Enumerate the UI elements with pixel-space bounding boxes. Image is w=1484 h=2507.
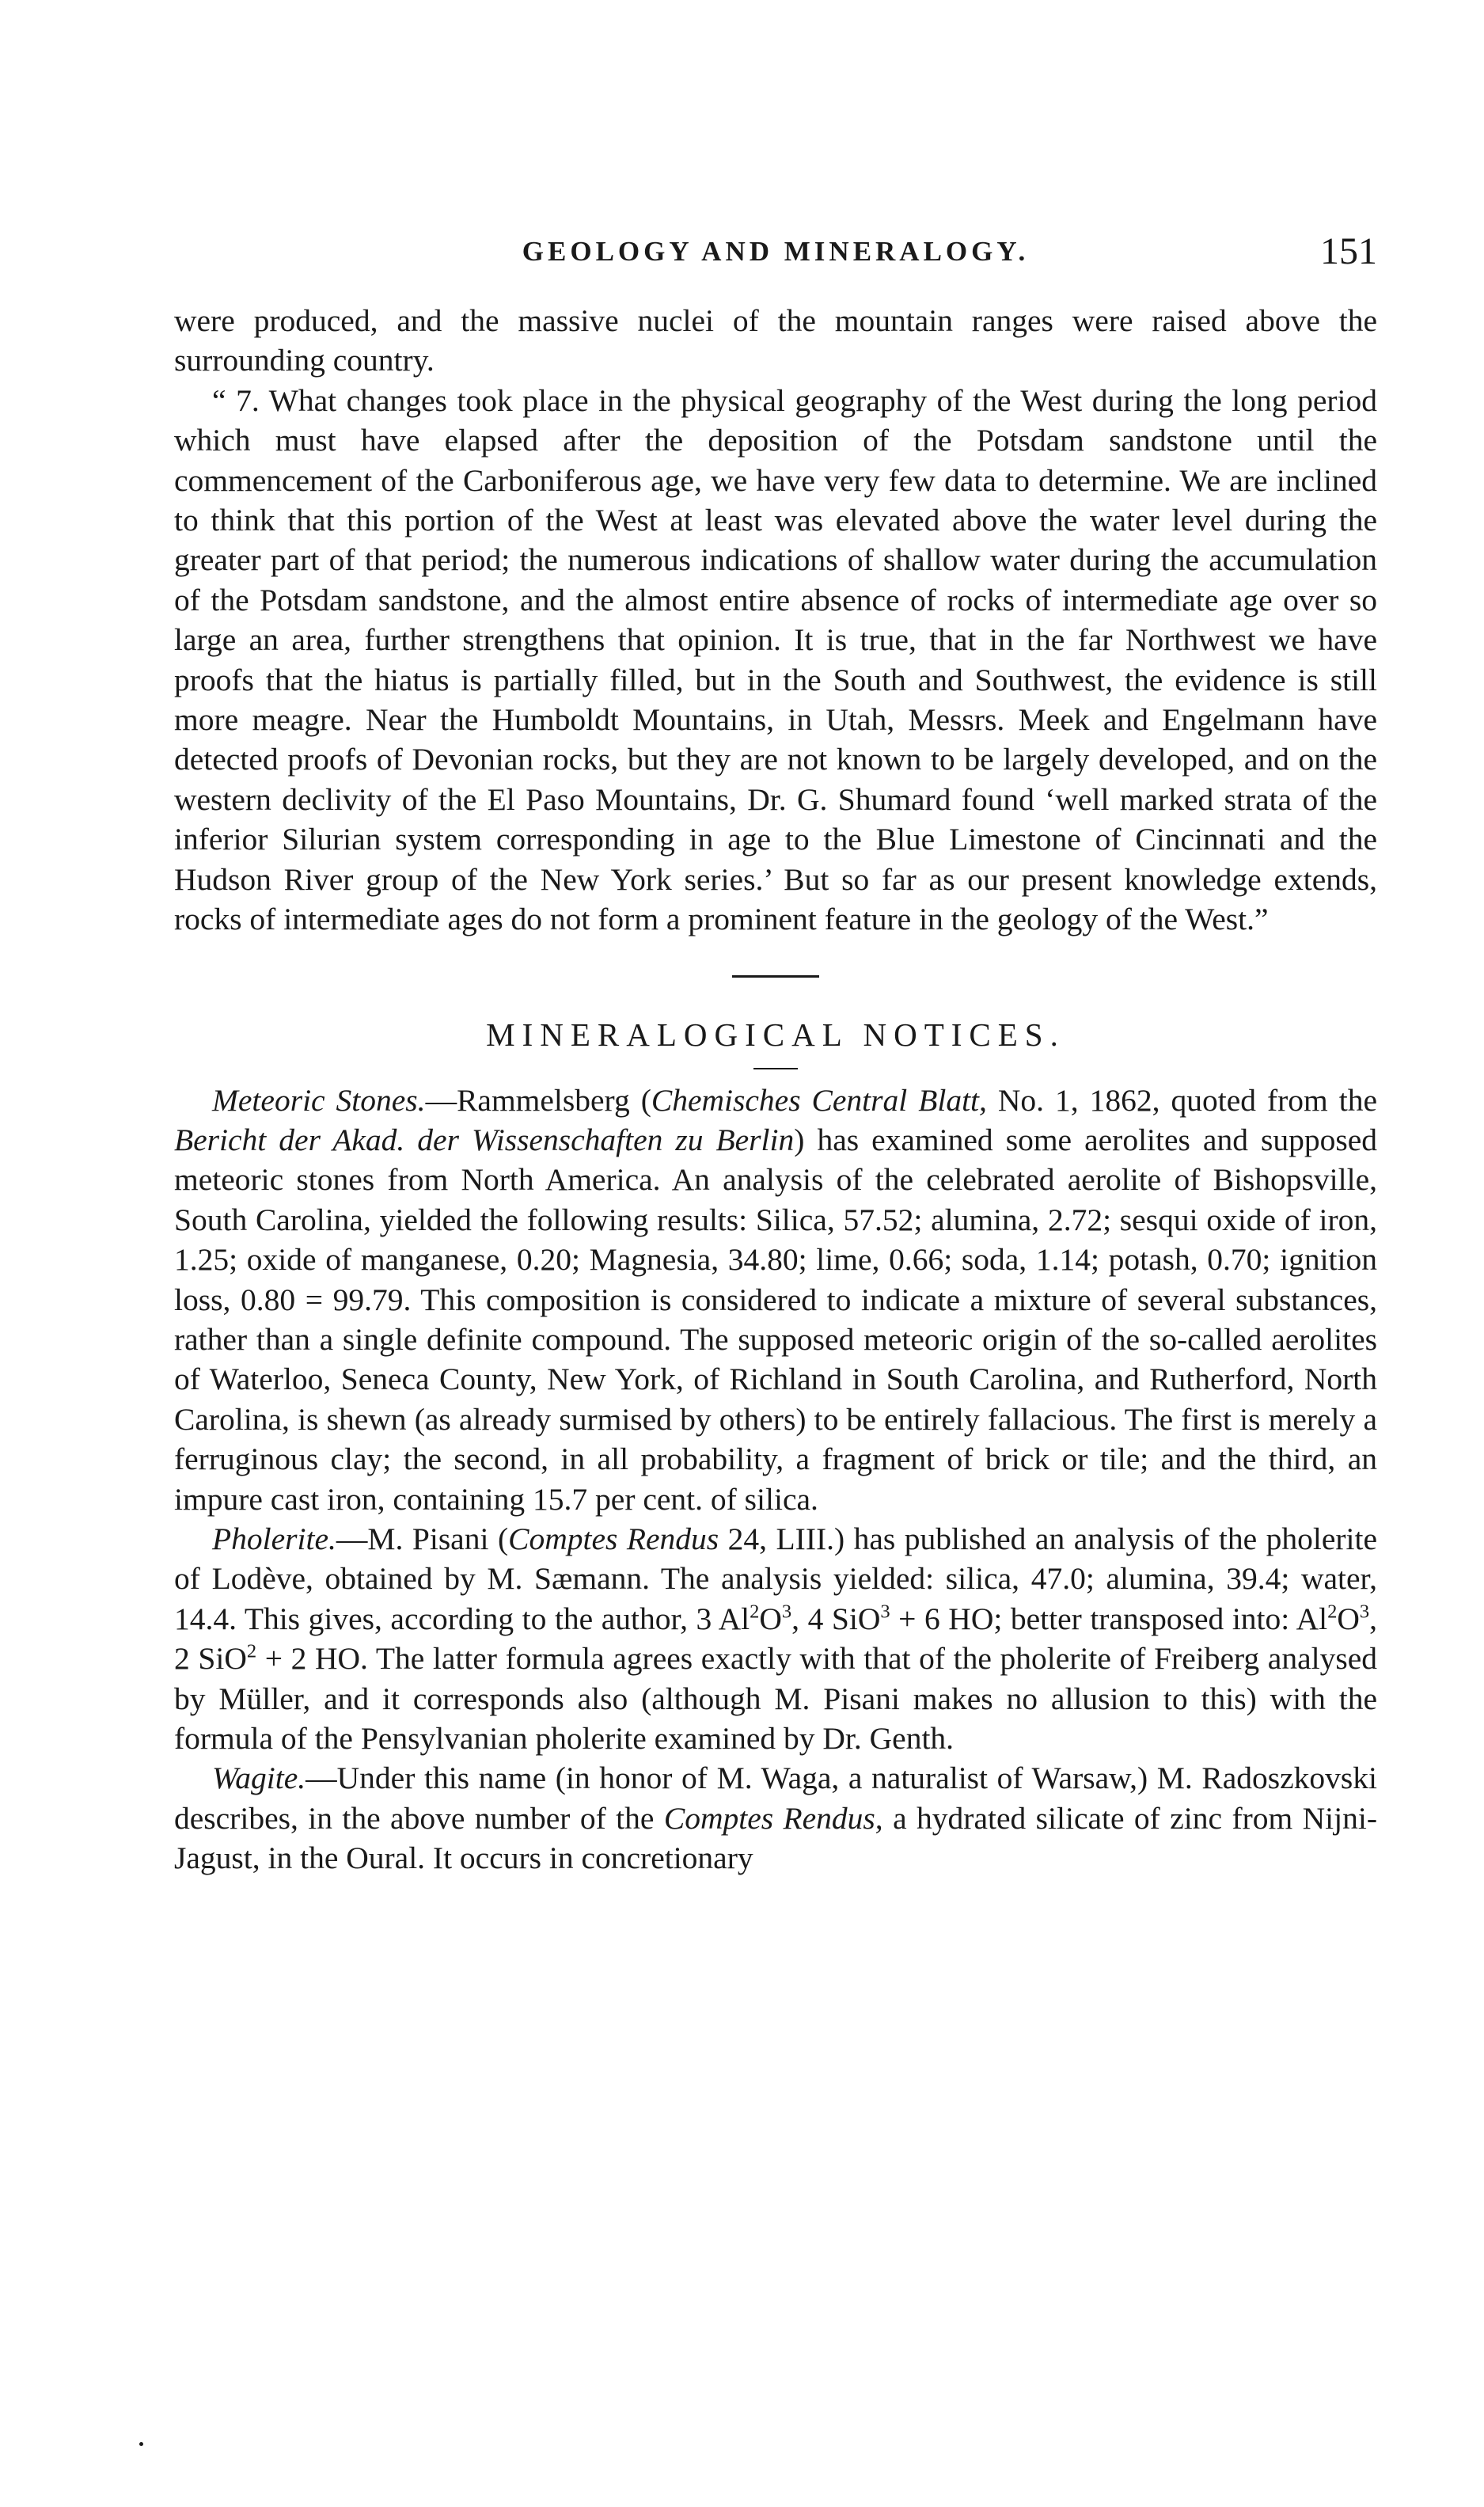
meteoric-source-1: Chemisches Central Blatt, bbox=[651, 1082, 987, 1118]
pholerite-text-4: , 4 SiO bbox=[791, 1601, 881, 1636]
pholerite-text-1: —M. Pisani ( bbox=[336, 1521, 509, 1556]
pholerite-text-5: + 6 HO; better transposed into: Al bbox=[890, 1601, 1328, 1636]
section-heading: MINERALOGICAL NOTICES. bbox=[486, 1016, 1065, 1053]
formula-superscript: 2 bbox=[246, 1640, 257, 1662]
ink-speck bbox=[139, 2442, 143, 2446]
pholerite-title: Pholerite. bbox=[212, 1521, 336, 1556]
formula-superscript: 2 bbox=[750, 1601, 760, 1623]
page-number: 151 bbox=[1320, 230, 1377, 272]
formula-superscript: 3 bbox=[880, 1601, 890, 1623]
wagite-paragraph bbox=[174, 1758, 1377, 1878]
meteoric-text-3: ) has examined some aerolites and supposed meteoric stones from North America. An analysis of the celebrated aerolite of Bishopsville, South Carolina, yielded the following results: Silica, 57.52; alumina, 2.72; sesqui oxide of iron, 1.25; oxide of manganese, 0.20; Magnesia, 34.80; lime, 0.66; soda, 1.14; potash, 0.70; ignition loss, 0.80 = 99.79. This composition is considered to indicate a mixture of several substances, rather than a single definite compound. The supposed meteoric origin of the so-called aerolites of Waterloo, Seneca County, New York, of Richland in South Carolina, and Rutherford, North Carolina, is shewn (as already surmised by others) to be entirely fallacious. The first is merely a ferruginous clay; the second, in all probability, a fragment of brick or tile; and the third, an impure cast iron, containing 15.7 per cent. of silica. bbox=[174, 1122, 1377, 1517]
geology-paragraph-7: “ 7. What changes took place in the physical geography of the West during the long period which must have elapsed after the deposition of the Potsdam sandstone until the commencement of the Carboniferous age, we have very few data to determine. We are inclined to think that this portion of the West at least was elevated above the water level during the greater part of that period; the numerous indications of shallow water during the accumulation of the Potsdam sandstone, and the almost entire absence of rocks of intermediate age over so large an area, further strengthens that opinion. It is true, that in the far Northwest we have proofs that the hiatus is partially filled, but in the South and Southwest, the evidence is still more meagre. Near the Humboldt Mountains, in Utah, Messrs. Meek and Engelmann have detected proofs of Devonian rocks, but they are not known to be largely developed, and on the western declivity of the El Paso Mountains, Dr. G. Shumard found ‘well marked strata of the inferior Silurian system corresponding in age to the Blue Limestone of Cincinnati and the Hudson River group of the New York series.’ But so far as our present knowledge extends, rocks of intermediate ages do not form a prominent feature in the geology of the West.” bbox=[174, 382, 1377, 937]
formula-superscript: 2 bbox=[1327, 1601, 1338, 1623]
meteoric-source-2: Bericht der Akad. der Wissenschaften zu Berlin bbox=[174, 1122, 795, 1157]
meteoric-stones-title: Meteoric Stones. bbox=[212, 1082, 426, 1118]
pholerite-paragraph bbox=[174, 1519, 1377, 1758]
pholerite-text-8: + 2 HO. The latter formula agrees exactly with that of the pholerite of Freiberg analysed by Müller, and it corresponds also (although M. Pisani makes no allusion to this) with the formula of the Pensylvanian pholerite examined by Dr. Genth. bbox=[174, 1641, 1377, 1756]
formula-superscript: 3 bbox=[1359, 1601, 1370, 1623]
wagite-text-2: a hydrated silicate of zinc from Nijni-Jagust, in the Oural. It occurs in concretionary bbox=[174, 1800, 1377, 1876]
wagite-text-1: —Under this name (in honor of M. Waga, a naturalist of Warsaw,) M. Radoszkovski describes, in the above number of the bbox=[174, 1761, 1377, 1836]
pholerite-text-7: , 2 SiO bbox=[174, 1601, 1378, 1677]
running-head: GEOLOGY AND MINERALOGY. bbox=[522, 236, 1030, 267]
pholerite-text-2: 24, LIII.) has published an analysis of the pholerite of Lodève, obtained by M. Sæmann. The analysis yielded: silica, 47.0; alumina, 39.4; water, 14.4. This gives, according to the author, 3 Al bbox=[174, 1521, 1377, 1636]
meteoric-text-2: No. 1, 1862, quoted from the bbox=[986, 1082, 1377, 1118]
wagite-title: Wagite. bbox=[212, 1761, 306, 1796]
pholerite-text-6: O bbox=[1337, 1601, 1360, 1636]
section-divider bbox=[732, 975, 819, 978]
pholerite-text-3: O bbox=[759, 1601, 782, 1636]
meteoric-text-1: —Rammelsberg ( bbox=[425, 1082, 651, 1118]
wagite-source: Comptes Rendus, bbox=[663, 1800, 883, 1836]
formula-superscript: 3 bbox=[781, 1601, 792, 1623]
page-body bbox=[174, 301, 1377, 1878]
pholerite-source: Comptes Rendus bbox=[508, 1521, 719, 1556]
geology-continuation-paragraph: were produced, and the massive nuclei of the mountain ranges were raised above the surrounding country. bbox=[174, 303, 1377, 378]
heading-underline bbox=[753, 1068, 798, 1069]
page-header bbox=[174, 230, 1377, 277]
meteoric-stones-paragraph bbox=[174, 1081, 1377, 1519]
